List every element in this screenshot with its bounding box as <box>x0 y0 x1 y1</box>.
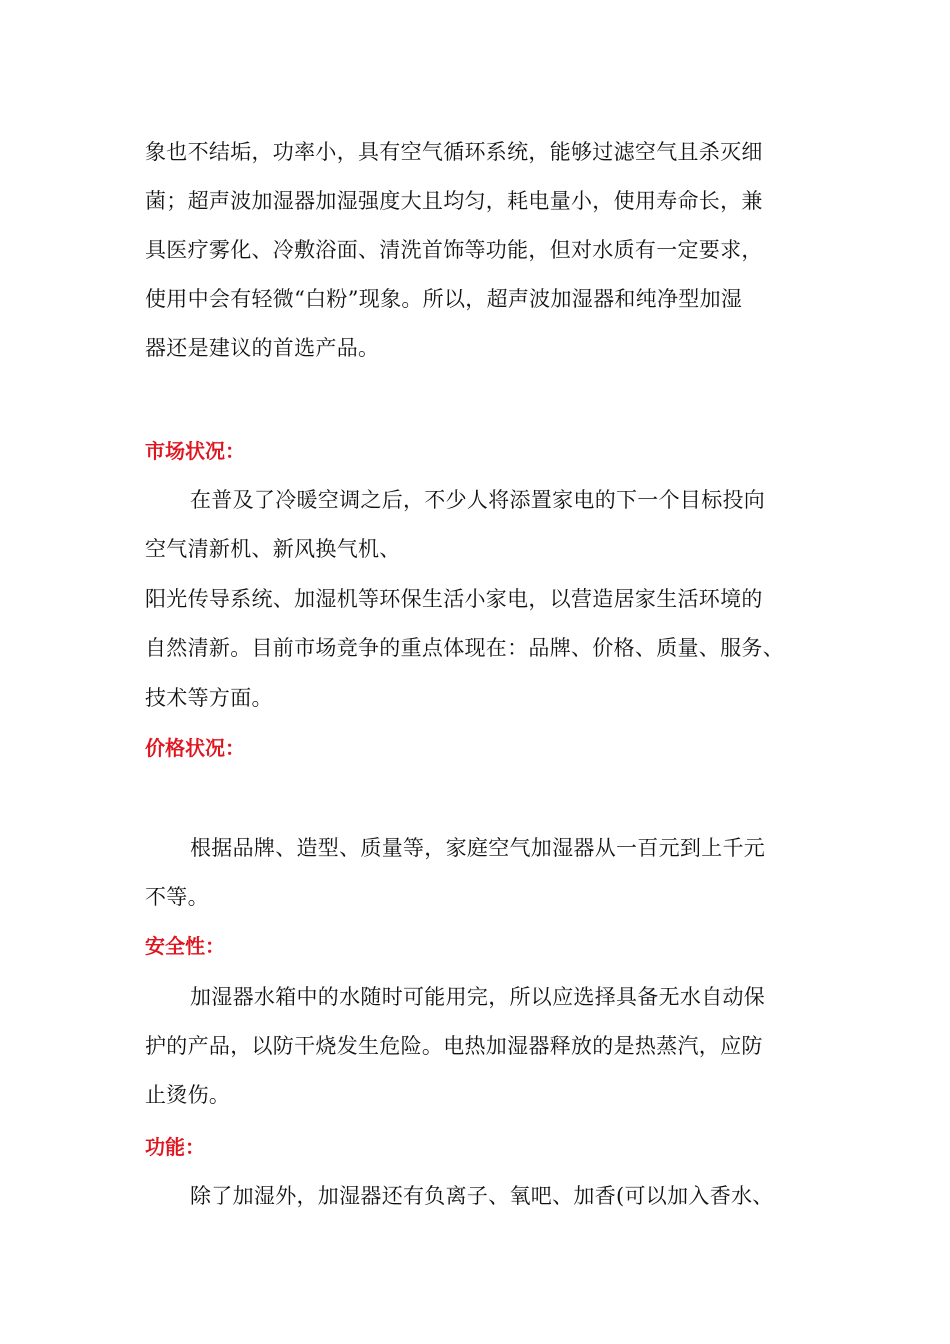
market-line-2: 空气清新机、新风换气机、 <box>145 537 401 561</box>
function-heading: 功能： <box>145 1135 205 1159</box>
market-line-4: 自然清新。目前市场竞争的重点体现在：品牌、价格、质量、服务、 <box>145 636 784 660</box>
market-line-1: 在普及了冷暖空调之后，不少人将添置家电的下一个目标投向 <box>190 488 766 512</box>
safety-line-1: 加湿器水箱中的水随时可能用完，所以应选择具备无水自动保 <box>190 985 766 1009</box>
price-heading: 价格状况： <box>145 736 245 760</box>
price-line-1: 根据品牌、造型、质量等，家庭空气加湿器从一百元到上千元 <box>190 836 766 860</box>
function-line-1: 除了加湿外，加湿器还有负离子、氧吧、加香(可以加入香水、 <box>190 1184 774 1208</box>
intro-line-4: 使用中会有轻微“白粉”现象。所以，超声波加湿器和纯净型加湿 <box>145 287 743 311</box>
safety-line-2: 护的产品，以防干烧发生危险。电热加湿器释放的是热蒸汽，应防 <box>145 1034 763 1058</box>
market-line-5: 技术等方面。 <box>145 686 273 710</box>
intro-line-1: 象也不结垢，功率小，具有空气循环系统，能够过滤空气且杀灭细 <box>145 140 763 164</box>
safety-heading: 安全性： <box>145 934 225 958</box>
intro-line-3: 具医疗雾化、冷敷浴面、清洗首饰等功能，但对水质有一定要求， <box>145 238 763 262</box>
market-heading: 市场状况： <box>145 439 245 463</box>
intro-line-5: 器还是建议的首选产品。 <box>145 336 380 360</box>
market-line-3: 阳光传导系统、加湿机等环保生活小家电，以营造居家生活环境的 <box>145 587 763 611</box>
safety-line-3: 止烫伤。 <box>145 1083 231 1107</box>
price-line-2: 不等。 <box>145 885 209 909</box>
intro-line-2: 菌；超声波加湿器加湿强度大且均匀，耗电量小，使用寿命长，兼 <box>145 189 763 213</box>
